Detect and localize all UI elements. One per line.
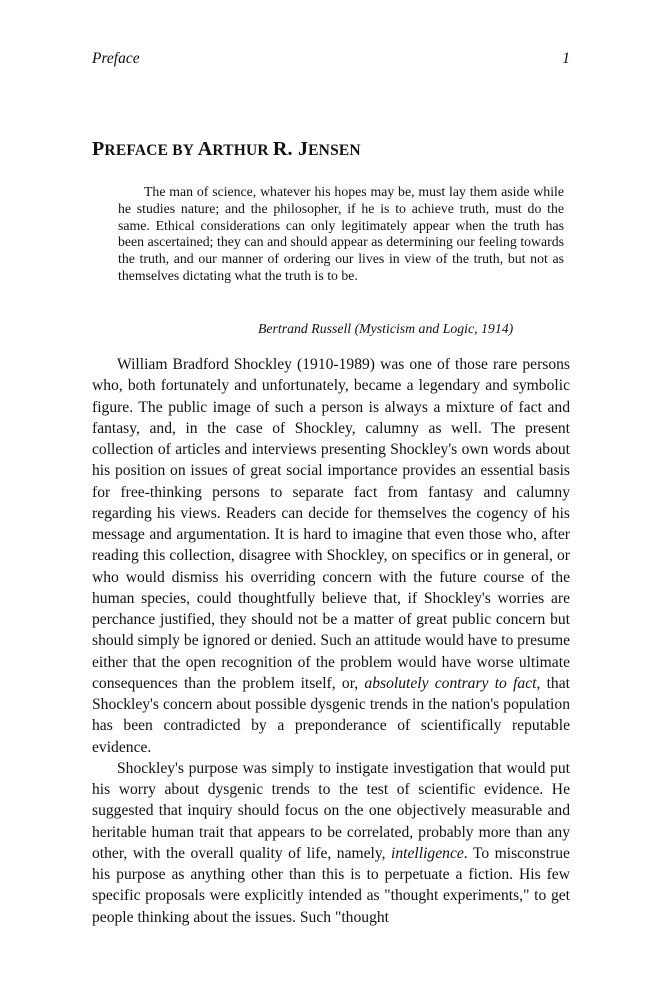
title-smallcaps-2: RTHUR bbox=[212, 142, 273, 159]
chapter-title bbox=[92, 138, 572, 161]
paragraph-2-text-b: . To misconstrue his purpose as anything other than this is to perpetuate a fiction. His few specific proposals were explicitly intended as "thought experiments," to get people thinking about the issues. Such "thought bbox=[92, 844, 570, 926]
paragraph-2-emphasis: intelligence bbox=[391, 844, 464, 862]
page-number: 1 bbox=[562, 50, 570, 67]
title-initial-p: P bbox=[92, 138, 105, 160]
title-initial-a: A bbox=[197, 138, 213, 160]
running-head-title: Preface bbox=[92, 50, 140, 67]
title-smallcaps-1: REFACE BY bbox=[104, 142, 198, 159]
running-head bbox=[92, 50, 570, 72]
body-text bbox=[92, 354, 570, 928]
paragraph-2-text-a: Shockley's purpose was simply to instigate investigation that would put his worry about dysgenic trends to the test of scientific evidence. He suggested that inquiry should focus on the one objectively measurable and heritable human trait that appears to be correlated, probably more than any other, with the overall quality of life, namely, bbox=[92, 759, 570, 862]
paragraph-2 bbox=[92, 758, 570, 928]
paragraph-1 bbox=[92, 354, 570, 758]
paragraph-1-emphasis: absolutely contrary to fact bbox=[364, 674, 537, 692]
epigraph-attribution: Bertrand Russell (Mysticism and Logic, 1914) bbox=[258, 321, 514, 336]
title-initial-j: J bbox=[297, 138, 309, 160]
epigraph bbox=[118, 184, 564, 285]
paragraph-1-text-b: , that Shockley's concern about possible dysgenic trends in the nation's population has been contradicted by a preponderance of scientifically reputable evidence. bbox=[92, 674, 570, 756]
epigraph-quote: The man of science, whatever his hopes may be, must lay them aside while he studies nature; and the philosopher, if he is to achieve truth, must do the same. Ethical considerations can only legitimately appear when the truth has been ascertained; they can and should appear as determining our feeling towards the truth, and our manner of ordering our lives in view of the truth, but not as themselves dictating what the truth is to be. bbox=[118, 184, 564, 283]
title-smallcaps-3: ENSEN bbox=[308, 142, 361, 159]
title-middle-initial: R. bbox=[272, 138, 298, 160]
paragraph-1-text-a: William Bradford Shockley (1910-1989) was one of those rare persons who, both fortunately and unfortunately, became a legendary and symbolic figure. The public image of such a person is always a mixture of fact and fantasy, and, in the case of Shockley, calumny as well. The present collection of articles and interviews presenting Shockley's own words about his position on issues of great social importance provides an essential basis for free-thinking persons to separate fact from fantasy and calumny regarding his views. Readers can decide for themselves the cogency of his message and argumentation. It is hard to imagine that even those who, after reading this collection, disagree with Shockley, on specifics or in general, or who would dismiss his overriding concern with the future course of the human species, could thoughtfully believe that, if Shockley's worries are perchance justified, they should not be a matter of great public concern but should simply be ignored or denied. Such an attitude would have to presume either that the open recognition of the problem would have worse ultimate consequences than the problem itself, or, bbox=[92, 356, 570, 692]
